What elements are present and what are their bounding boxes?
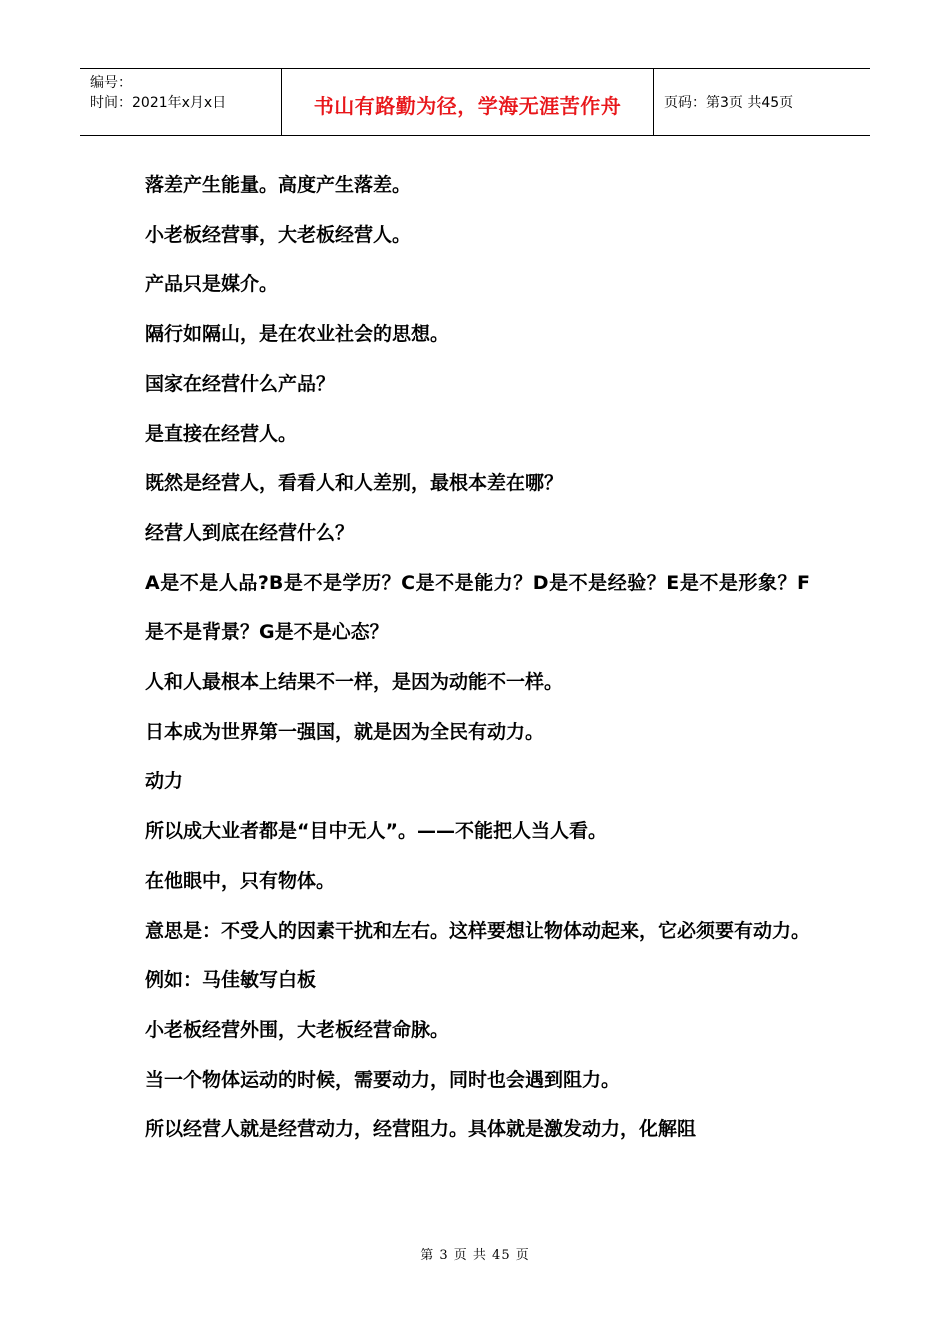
paragraph: 在他眼中，只有物体。 bbox=[145, 869, 336, 892]
paragraph: 例如：马佳敏写白板 bbox=[145, 969, 317, 992]
paragraph: 隔行如隔山，是在农业社会的思想。 bbox=[145, 323, 450, 346]
paragraph: 既然是经营人，看看人和人差别，最根本差在哪？ bbox=[145, 472, 564, 495]
document-body bbox=[145, 161, 810, 1155]
page-header bbox=[80, 68, 870, 136]
footer-page-number: 第 3 页 共 45 页 bbox=[420, 1248, 530, 1263]
paragraph: 产品只是媒介。 bbox=[145, 273, 279, 296]
paragraph: 小老板经营事，大老板经营人。 bbox=[145, 223, 412, 246]
header-meta-cell bbox=[80, 69, 282, 135]
paragraph: 所以经营人就是经营动力，经营阻力。具体就是激发动力，化解阻 bbox=[145, 1118, 697, 1141]
paragraph: 意思是：不受人的因素干扰和左右。这样要想让物体动起来，它必须要有动力。 bbox=[145, 919, 811, 942]
paragraph: 是直接在经营人。 bbox=[145, 422, 298, 445]
header-motto-cell bbox=[282, 69, 654, 135]
paragraph: 落差产生能量。高度产生落差。 bbox=[145, 174, 412, 196]
header-page-info: 页码：第3页 共45页 bbox=[664, 95, 794, 111]
paragraph: 人和人最根本上结果不一样，是因为动能不一样。 bbox=[145, 671, 564, 694]
page-footer bbox=[0, 1244, 950, 1263]
header-page-cell bbox=[654, 69, 870, 135]
paragraph: 动力 bbox=[145, 770, 184, 793]
paragraph: A是不是人品?B是不是学历？C是不是能力？D是不是经验？E是不是形象？F是不是背景？G是不是心态？ bbox=[145, 571, 810, 644]
header-motto: 书山有路勤为径，学海无涯苦作舟 bbox=[313, 93, 622, 118]
paragraph: 国家在经营什么产品？ bbox=[145, 372, 336, 395]
paragraph: 所以成大业者都是“目中无人”。——不能把人当人看。 bbox=[145, 820, 607, 843]
paragraph: 小老板经营外围，大老板经营命脉。 bbox=[145, 1018, 450, 1041]
document-date: 时间：2021年x月x日 bbox=[90, 95, 227, 111]
paragraph: 当一个物体运动的时候，需要动力，同时也会遇到阻力。 bbox=[145, 1068, 621, 1091]
paragraph: 日本成为世界第一强国，就是因为全民有动力。 bbox=[145, 720, 545, 743]
document-number-label: 编号： bbox=[90, 75, 132, 91]
paragraph: 经营人到底在经营什么？ bbox=[145, 521, 355, 544]
